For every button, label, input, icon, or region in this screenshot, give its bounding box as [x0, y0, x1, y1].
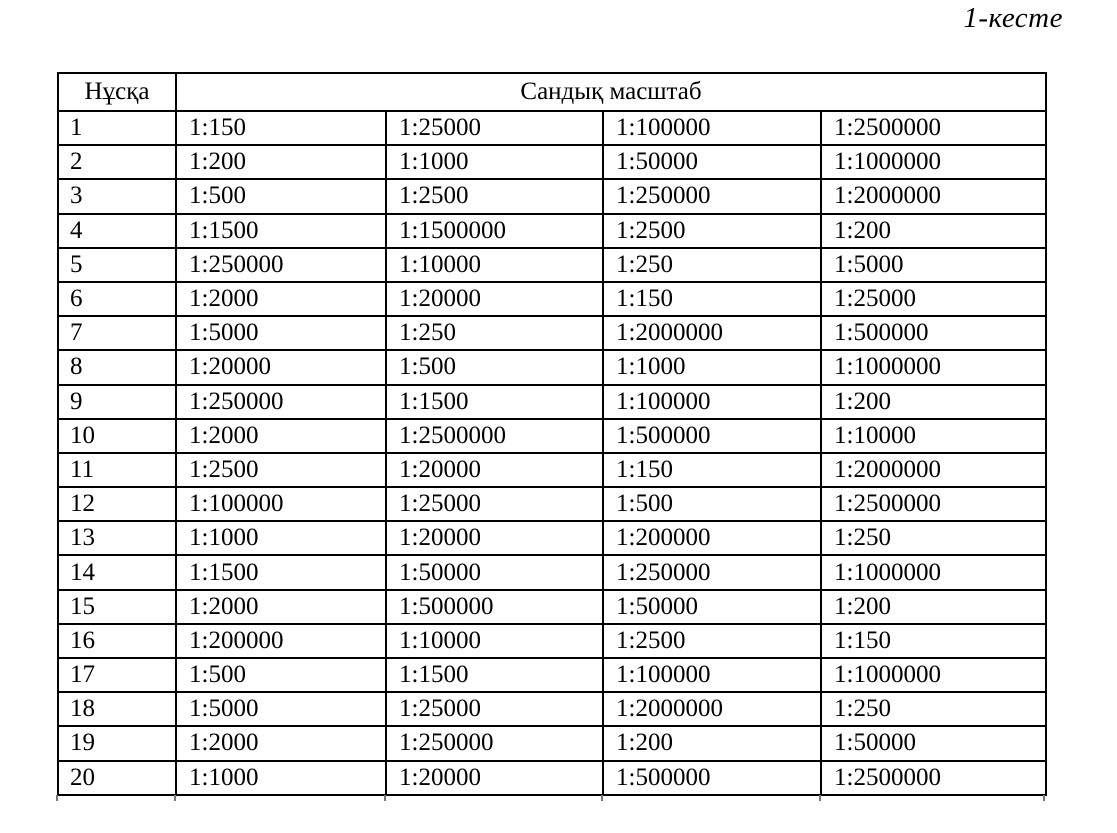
scale-cell: 1:1500	[386, 385, 603, 419]
variant-cell: 20	[58, 761, 176, 795]
table-row	[58, 419, 1046, 453]
variant-cell: 3	[58, 179, 176, 213]
scale-cell: 1:25000	[821, 282, 1046, 316]
scale-cell: 1:200	[821, 590, 1046, 624]
scale-cell: 1:2500000	[386, 419, 603, 453]
scale-cell: 1:200000	[603, 521, 821, 555]
table-row	[58, 453, 1046, 487]
scale-cell: 1:2500000	[821, 111, 1046, 145]
scale-cell: 1:1000	[603, 350, 821, 384]
table-row	[58, 487, 1046, 521]
scale-table	[57, 72, 1047, 796]
scale-cell: 1:2000	[176, 590, 386, 624]
table-continuation-stub	[1043, 795, 1045, 801]
scale-cell: 1:150	[821, 624, 1046, 658]
scale-cell: 1:2000000	[821, 179, 1046, 213]
variant-cell: 14	[58, 555, 176, 589]
table-row	[58, 555, 1046, 589]
scale-cell: 1:2000	[176, 726, 386, 760]
table-row	[58, 282, 1046, 316]
table-row	[58, 761, 1046, 795]
scale-cell: 1:2500000	[821, 487, 1046, 521]
scale-cell: 1:500000	[603, 761, 821, 795]
scale-cell: 1:2000	[176, 282, 386, 316]
scale-cell: 1:500	[386, 350, 603, 384]
table-continuation-stub	[819, 795, 821, 801]
scale-cell: 1:10000	[386, 624, 603, 658]
scale-cell: 1:1000000	[821, 658, 1046, 692]
variant-cell: 18	[58, 692, 176, 726]
scale-cell: 1:5000	[176, 316, 386, 350]
scale-cell: 1:500	[176, 658, 386, 692]
scale-cell: 1:25000	[386, 487, 603, 521]
variant-cell: 1	[58, 111, 176, 145]
scale-cell: 1:200	[821, 214, 1046, 248]
scale-cell: 1:1000	[176, 761, 386, 795]
scale-cell: 1:100000	[603, 385, 821, 419]
scale-cell: 1:10000	[386, 248, 603, 282]
scale-cell: 1:1000000	[821, 350, 1046, 384]
table-row	[58, 590, 1046, 624]
scale-cell: 1:50000	[386, 555, 603, 589]
variant-cell: 15	[58, 590, 176, 624]
scale-cell: 1:5000	[176, 692, 386, 726]
scale-cell: 1:500000	[821, 316, 1046, 350]
scale-cell: 1:50000	[821, 726, 1046, 760]
scale-cell: 1:50000	[603, 590, 821, 624]
table-row	[58, 692, 1046, 726]
scale-cell: 1:1500	[176, 214, 386, 248]
variant-cell: 12	[58, 487, 176, 521]
scale-cell: 1:100000	[603, 111, 821, 145]
table-row	[58, 316, 1046, 350]
scale-cell: 1:250000	[603, 555, 821, 589]
scale-cell: 1:1000	[176, 521, 386, 555]
table-row	[58, 385, 1046, 419]
table-row	[58, 726, 1046, 760]
scale-cell: 1:2000000	[603, 692, 821, 726]
scale-cell: 1:25000	[386, 111, 603, 145]
table-row	[58, 658, 1046, 692]
scale-cell: 1:200	[176, 145, 386, 179]
scale-cell: 1:500000	[603, 419, 821, 453]
scale-cell: 1:500000	[386, 590, 603, 624]
table-row	[58, 145, 1046, 179]
table-header-row	[58, 73, 1046, 111]
scale-cell: 1:250000	[386, 726, 603, 760]
scale-cell: 1:2500	[603, 214, 821, 248]
scale-cell: 1:25000	[386, 692, 603, 726]
variant-cell: 11	[58, 453, 176, 487]
table-row	[58, 350, 1046, 384]
table-row	[58, 521, 1046, 555]
scale-cell: 1:20000	[386, 761, 603, 795]
scale-cell: 1:200	[603, 726, 821, 760]
table-continuation-stub	[384, 795, 386, 801]
scale-cell: 1:2000000	[603, 316, 821, 350]
scale-cell: 1:1500000	[386, 214, 603, 248]
scale-cell: 1:20000	[176, 350, 386, 384]
scale-cell: 1:250000	[176, 385, 386, 419]
scale-cell: 1:20000	[386, 521, 603, 555]
scale-cell: 1:500	[603, 487, 821, 521]
variant-cell: 2	[58, 145, 176, 179]
scale-cell: 1:1000000	[821, 555, 1046, 589]
scale-cell: 1:100000	[603, 658, 821, 692]
table-continuation-stub	[601, 795, 603, 801]
scale-cell: 1:20000	[386, 282, 603, 316]
scale-cell: 1:2500	[176, 453, 386, 487]
scale-cell: 1:1000000	[821, 145, 1046, 179]
scale-cell: 1:50000	[603, 145, 821, 179]
table-row	[58, 624, 1046, 658]
scale-column-header: Сандық масштаб	[176, 73, 1046, 111]
scale-cell: 1:2500	[386, 179, 603, 213]
scale-cell: 1:1000	[386, 145, 603, 179]
scale-cell: 1:250000	[176, 248, 386, 282]
scale-cell: 1:200000	[176, 624, 386, 658]
scale-cell: 1:2000	[176, 419, 386, 453]
table-row	[58, 214, 1046, 248]
scale-cell: 1:250	[603, 248, 821, 282]
scale-cell: 1:1500	[176, 555, 386, 589]
scale-cell: 1:250	[821, 692, 1046, 726]
scale-cell: 1:100000	[176, 487, 386, 521]
scale-cell: 1:250	[821, 521, 1046, 555]
scale-cell: 1:150	[603, 453, 821, 487]
variant-cell: 17	[58, 658, 176, 692]
scale-cell: 1:2500	[603, 624, 821, 658]
scale-cell: 1:200	[821, 385, 1046, 419]
scale-cell: 1:500	[176, 179, 386, 213]
variant-cell: 6	[58, 282, 176, 316]
table-continuation-stub	[56, 795, 58, 801]
table-caption: 1-кесте	[963, 2, 1063, 34]
table-row	[58, 179, 1046, 213]
scale-cell: 1:250000	[603, 179, 821, 213]
variant-cell: 4	[58, 214, 176, 248]
scale-cell: 1:150	[176, 111, 386, 145]
variant-cell: 19	[58, 726, 176, 760]
scale-cell: 1:2500000	[821, 761, 1046, 795]
variant-cell: 13	[58, 521, 176, 555]
variant-cell: 10	[58, 419, 176, 453]
scale-cell: 1:1500	[386, 658, 603, 692]
table-continuation-stub	[174, 795, 176, 801]
table-body	[58, 111, 1046, 795]
variant-column-header: Нұсқа	[58, 73, 176, 111]
table-row	[58, 248, 1046, 282]
scale-cell: 1:150	[603, 282, 821, 316]
scale-cell: 1:250	[386, 316, 603, 350]
variant-cell: 5	[58, 248, 176, 282]
scale-cell: 1:2000000	[821, 453, 1046, 487]
variant-cell: 16	[58, 624, 176, 658]
variant-cell: 9	[58, 385, 176, 419]
scale-cell: 1:20000	[386, 453, 603, 487]
scale-cell: 1:5000	[821, 248, 1046, 282]
table-row	[58, 111, 1046, 145]
variant-cell: 8	[58, 350, 176, 384]
scale-cell: 1:10000	[821, 419, 1046, 453]
variant-cell: 7	[58, 316, 176, 350]
